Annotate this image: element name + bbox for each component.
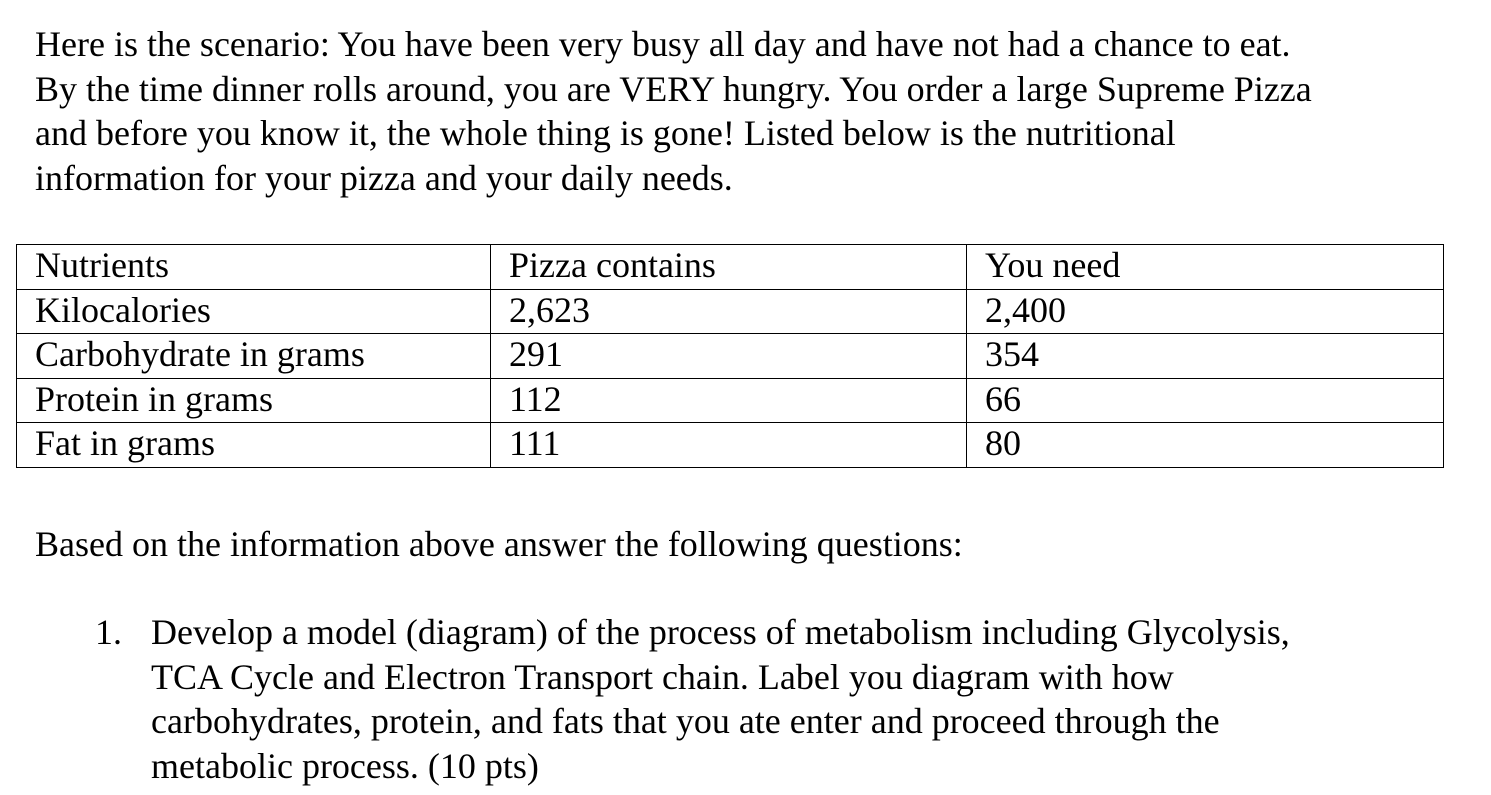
nutrient-name-cell: Protein in grams (17, 378, 491, 423)
question-line: metabolic process. (10 pts) (151, 745, 539, 786)
pizza-value-cell: 2,623 (491, 289, 967, 334)
pizza-value-cell: 112 (491, 378, 967, 423)
table-row (17, 378, 1444, 423)
table-row (17, 289, 1444, 334)
header-pizza-contains: Pizza contains (491, 245, 967, 290)
need-value-cell: 354 (967, 334, 1444, 379)
scenario-line: By the time dinner rolls around, you are VERY hungry. You order a large Supreme Pizza (35, 68, 1312, 109)
scenario-line: information for your pizza and your daily needs. (35, 157, 733, 198)
scenario-line: Here is the scenario: You have been very busy all day and have not had a chance to eat. (35, 24, 1291, 64)
table-header-row (17, 245, 1444, 290)
table-row (17, 334, 1444, 379)
scenario-line: and before you know it, the whole thing is gone! Listed below is the nutritional (35, 113, 1176, 154)
nutrient-name-cell: Kilocalories (17, 289, 491, 334)
scenario-paragraph (35, 22, 1455, 200)
header-nutrients: Nutrients (17, 245, 491, 290)
need-value-cell: 2,400 (967, 289, 1444, 334)
header-you-need: You need (967, 245, 1444, 290)
need-value-cell: 66 (967, 378, 1444, 423)
question-number: 1. (95, 612, 122, 652)
question-line: TCA Cycle and Electron Transport chain. Label you diagram with how (151, 656, 1174, 697)
pizza-value-cell: 111 (491, 423, 967, 468)
question-line: Develop a model (diagram) of the process of metabolism including Glycolysis, (151, 612, 1290, 652)
nutrient-name-cell: Carbohydrate in grams (17, 334, 491, 379)
pizza-value-cell: 291 (491, 334, 967, 379)
nutrient-name-cell: Fat in grams (17, 423, 491, 468)
question-text (151, 610, 1451, 788)
table-row (17, 423, 1444, 468)
need-value-cell: 80 (967, 423, 1444, 468)
questions-prompt: Based on the information above answer the following questions: (35, 524, 963, 564)
question-line: carbohydrates, protein, and fats that you ate enter and proceed through the (151, 701, 1220, 742)
nutrition-table (16, 244, 1444, 468)
